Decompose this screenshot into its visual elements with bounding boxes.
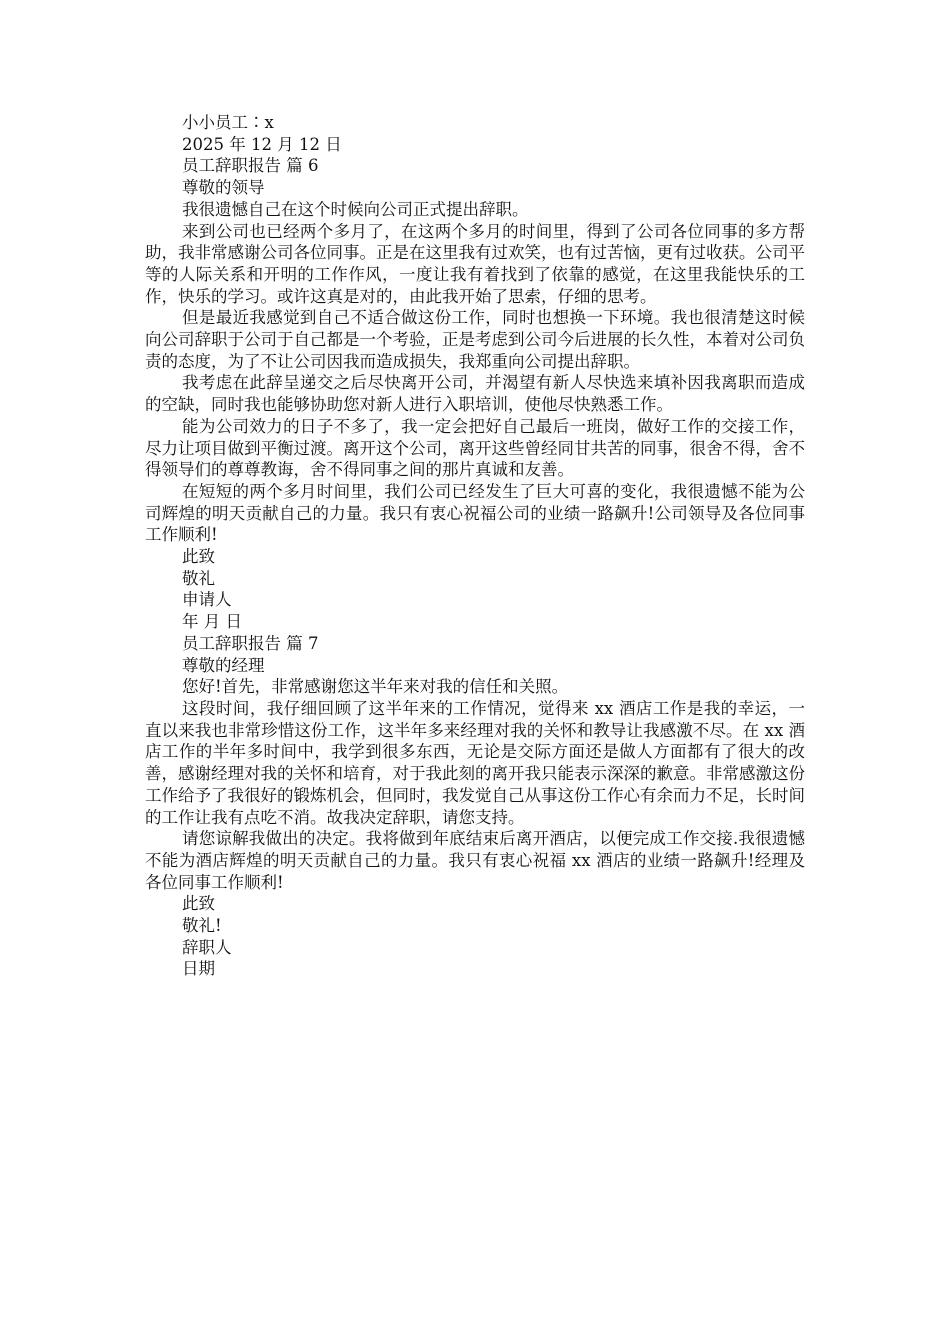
- section-6-closing: 此致: [182, 547, 215, 567]
- signature-date: 2025 年 12 月 12 日: [182, 134, 342, 154]
- section-6-date-blank: 年 月 日: [182, 612, 242, 632]
- section-6-paragraph-6: 在短短的两个多月时间里，我们公司已经发生了巨大可喜的变化，我很遗憾不能为公司辉煌的明天贡献自己的力量。我只有衷心祝福公司的业绩一路飙升!公司领导及各位同事工作顺利!: [145, 481, 805, 545]
- section-6-title: 员工辞职报告 篇 6: [182, 156, 319, 176]
- section-7-salutation: 尊敬的经理: [182, 655, 265, 675]
- section-6-paragraph-3: 但是最近我感觉到自己不适合做这份工作，同时也想换一下环境。我也很清楚这时候向公司辞职于公司于自己都是一个考验，正是考虑到公司今后进展的长久性，本着对公司负责的态度，为了不让公司因我而造成损失，我郑重向公司提出辞职。: [145, 308, 805, 371]
- section-6-paragraph-4: 我考虑在此辞呈递交之后尽快离开公司，并渴望有新人尽快选来填补因我离职而造成的空缺，同时我也能够协助您对新人进行入职培训，使他尽快熟悉工作。: [145, 373, 805, 415]
- section-7-title: 员工辞职报告 篇 7: [182, 633, 319, 653]
- document-page: [145, 112, 805, 980]
- section-7-resigner: 辞职人: [182, 937, 232, 957]
- section-6-salutation: 尊敬的领导: [182, 178, 265, 198]
- section-7-paragraph-3: 请您谅解我做出的决定。我将做到年底结束后离开酒店，以便完成工作交接.我很遗憾不能为酒店辉煌的明天贡献自己的力量。我只有衷心祝福 xx 酒店的业绩一路飙升!经理及各位同事工作顺利!: [145, 829, 805, 892]
- signature-name: 小小员工∶x: [182, 113, 274, 132]
- section-7-paragraph-1: 您好!首先，非常感谢您这半年来对我的信任和关照。: [182, 677, 569, 697]
- section-6-paragraph-5: 能为公司效力的日子不多了，我一定会把好自己最后一班岗，做好工作的交接工作，尽力让项目做到平衡过渡。离开这个公司，离开这些曾经同甘共苦的同事，很舍不得，舍不得领导们的尊尊教诲，舍不得同事之间的那片真诚和友善。: [145, 416, 805, 480]
- section-6-paragraph-2: 来到公司也已经两个多月了，在这两个多月的时间里，得到了公司各位同事的多方帮助，我非常感谢公司各位同事。正是在这里我有过欢笑，也有过苦恼，更有过收获。公司平等的人际关系和开明的工作作风，一度让我有着找到了依靠的感觉，在这里我能快乐的工作，快乐的学习。或许这真是对的，由此我开始了思索，仔细的思考。: [145, 221, 805, 306]
- section-7-paragraph-2: 这段时间，我仔细回顾了这半年来的工作情况，觉得来 xx 酒店工作是我的幸运，一直以来我也非常珍惜这份工作，这半年多来经理对我的关怀和教导让我感激不尽。在 xx 酒店工作的半年多时间中，我学到很多东西，无论是交际方面还是做人方面都有了很大的改善，感谢经理对我的关怀和培育，对于我此刻的离开我只能表示深深的歉意。非常感激这份工作给予了我很好的锻炼机会，但同时，我发觉自己从事这份工作心有余而力不足，长时间的工作让我有点吃不消。故我决定辞职，请您支持。: [145, 698, 805, 827]
- section-7-closing: 此致: [182, 894, 215, 914]
- section-7-date-label: 日期: [182, 959, 215, 979]
- section-6-regards: 敬礼: [182, 568, 215, 588]
- section-6-paragraph-1: 我很遗憾自己在这个时候向公司正式提出辞职。: [182, 199, 529, 219]
- section-7-regards: 敬礼!: [182, 916, 222, 936]
- section-6-applicant: 申请人: [182, 590, 232, 610]
